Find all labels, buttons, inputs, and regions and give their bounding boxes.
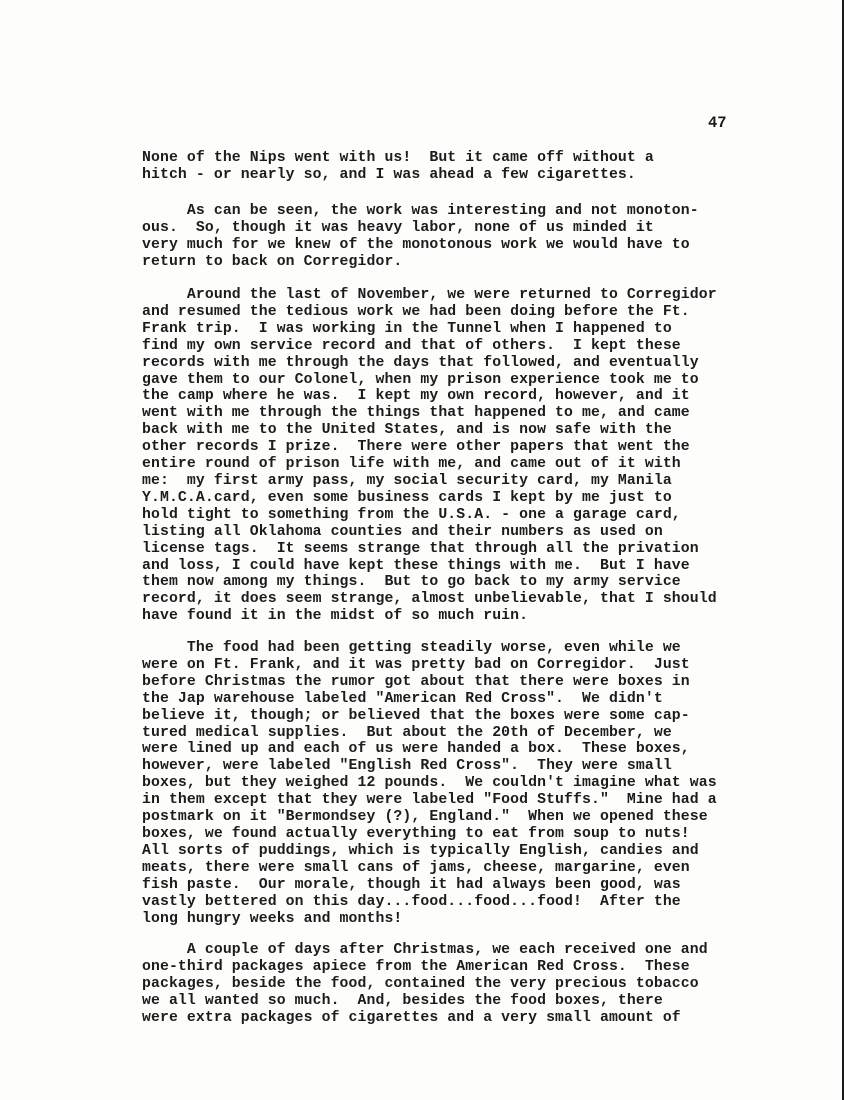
text-line: back with me to the United States, and is now safe with the bbox=[142, 422, 672, 439]
text-line: me: my first army pass, my social security card, my Manila bbox=[142, 472, 672, 489]
paragraph-2 bbox=[142, 203, 802, 271]
text-line: hold tight to something from the U.S.A. - one a garage card, bbox=[142, 506, 681, 523]
text-line: The food had been getting steadily worse, even while we bbox=[142, 640, 681, 656]
text-line: went with me through the things that happened to me, and came bbox=[142, 405, 690, 422]
text-line: we all wanted so much. And, besides the food boxes, there bbox=[142, 992, 663, 1009]
text-line: fish paste. Our morale, though it had always been good, was bbox=[142, 876, 681, 893]
text-line: long hungry weeks and months! bbox=[142, 910, 403, 927]
text-line: packages, beside the food, contained the very precious tobacco bbox=[142, 975, 699, 992]
text-line: All sorts of puddings, which is typically English, candies and bbox=[142, 842, 699, 859]
text-line: vastly bettered on this day...food...food...food! After the bbox=[142, 893, 681, 910]
text-line: tured medical supplies. But about the 20th of December, we bbox=[142, 724, 672, 741]
text-line: one-third packages apiece from the American Red Cross. These bbox=[142, 958, 690, 975]
text-line: Frank trip. I was working in the Tunnel when I happened to bbox=[142, 320, 672, 337]
text-line: gave them to our Colonel, when my prison experience took me to bbox=[142, 371, 699, 388]
text-line: listing all Oklahoma counties and their numbers as used on bbox=[142, 523, 663, 540]
text-line: very much for we knew of the monotonous work we would have to bbox=[142, 236, 690, 253]
text-line: in them except that they were labeled "Food Stuffs." Mine had a bbox=[142, 792, 717, 809]
text-line: As can be seen, the work was interesting and not monoton- bbox=[142, 203, 699, 219]
paragraph-3 bbox=[142, 287, 802, 625]
text-line: records with me through the days that followed, and eventually bbox=[142, 354, 699, 371]
text-line: Y.M.C.A.card, even some business cards I kept by me just to bbox=[142, 489, 672, 506]
text-line: other records I prize. There were other papers that went the bbox=[142, 439, 690, 456]
text-line: ous. So, though it was heavy labor, none of us minded it bbox=[142, 219, 654, 236]
text-line: them now among my things. But to go back to my army service bbox=[142, 574, 681, 591]
page-number: 47 bbox=[708, 114, 727, 132]
text-line: however, were labeled "English Red Cross". They were small bbox=[142, 758, 672, 775]
text-line: were extra packages of cigarettes and a very small amount of bbox=[142, 1009, 681, 1026]
paragraph-4 bbox=[142, 640, 802, 927]
text-line: record, it does seem strange, almost unbelievable, that I should bbox=[142, 591, 717, 608]
text-line: A couple of days after Christmas, we each received one and bbox=[142, 942, 708, 958]
text-line: the Jap warehouse labeled "American Red Cross". We didn't bbox=[142, 690, 663, 707]
text-line: and resumed the tedious work we had been doing before the Ft. bbox=[142, 303, 690, 320]
text-line: hitch - or nearly so, and I was ahead a few cigarettes. bbox=[142, 166, 636, 183]
text-line: return to back on Corregidor. bbox=[142, 253, 403, 270]
text-line: postmark on it "Bermondsey (?), England." When we opened these bbox=[142, 809, 708, 826]
text-line: have found it in the midst of so much ruin. bbox=[142, 608, 529, 625]
text-line: boxes, but they weighed 12 pounds. We couldn't imagine what was bbox=[142, 775, 717, 792]
text-line: find my own service record and that of others. I kept these bbox=[142, 337, 681, 354]
text-line: were lined up and each of us were handed a box. These boxes, bbox=[142, 741, 690, 758]
text-line: license tags. It seems strange that through all the privation bbox=[142, 540, 699, 557]
text-line: Around the last of November, we were returned to Corregidor bbox=[142, 287, 717, 303]
text-line: believe it, though; or believed that the boxes were some cap- bbox=[142, 707, 690, 724]
text-line: were on Ft. Frank, and it was pretty bad on Corregidor. Just bbox=[142, 656, 690, 673]
text-line: meats, there were small cans of jams, cheese, margarine, even bbox=[142, 859, 690, 876]
paragraph-5 bbox=[142, 942, 802, 1027]
text-line: before Christmas the rumor got about that there were boxes in bbox=[142, 673, 690, 690]
text-line: entire round of prison life with me, and came out of it with bbox=[142, 456, 681, 473]
text-line: the camp where he was. I kept my own record, however, and it bbox=[142, 388, 690, 405]
text-line: and loss, I could have kept these things with me. But I have bbox=[142, 557, 690, 574]
paragraph-1 bbox=[142, 150, 802, 184]
text-line: None of the Nips went with us! But it came off without a bbox=[142, 150, 654, 166]
text-line: boxes, we found actually everything to eat from soup to nuts! bbox=[142, 825, 690, 842]
